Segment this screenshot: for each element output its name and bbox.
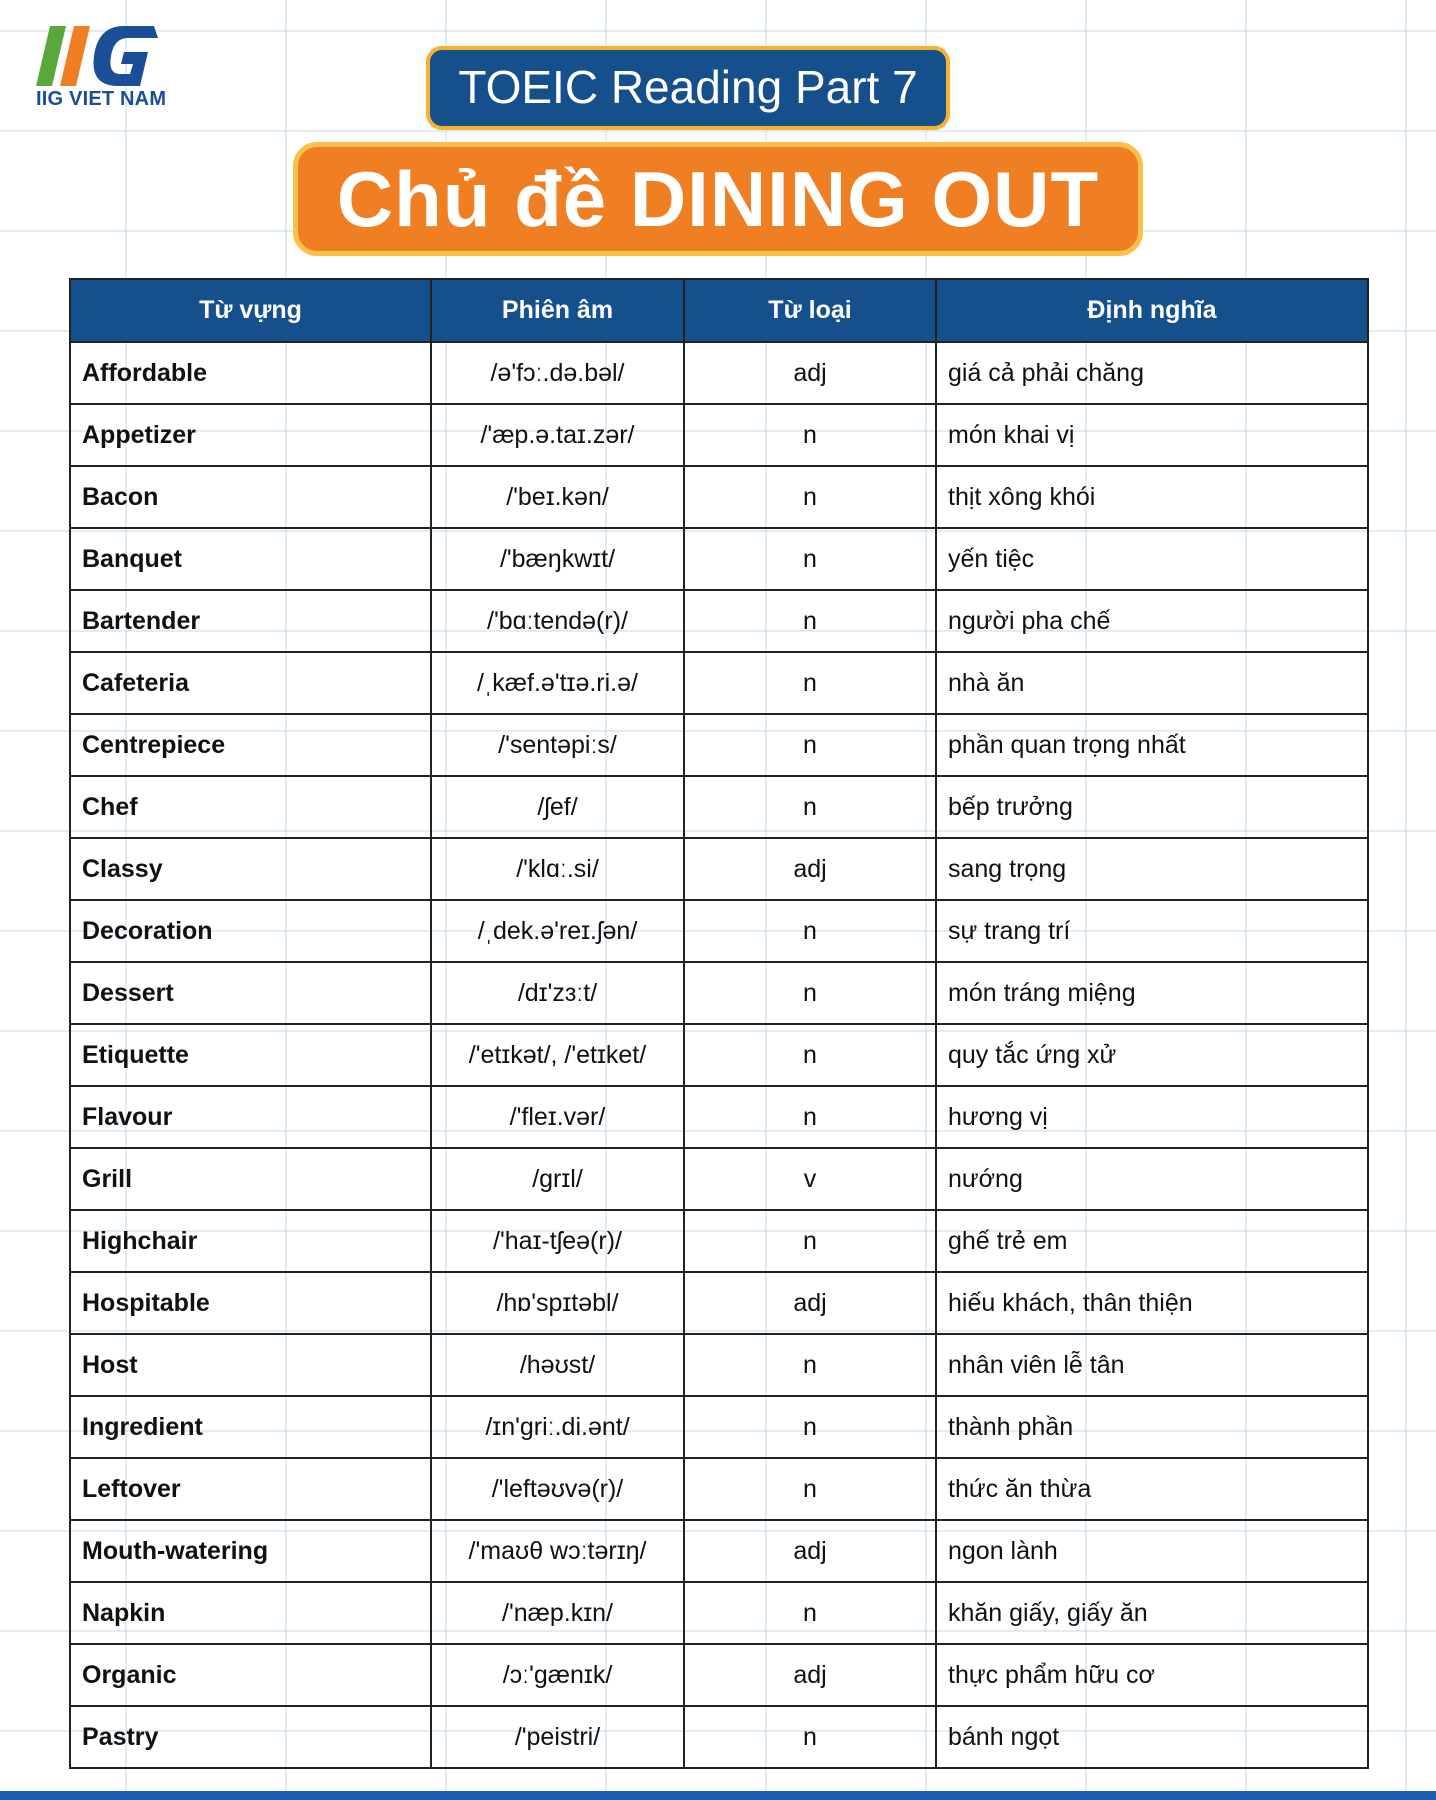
- table-row: [70, 838, 1368, 900]
- pos-cell: n: [684, 1582, 936, 1644]
- table-row: [70, 590, 1368, 652]
- pos-cell: n: [684, 1334, 936, 1396]
- ipa-cell: /'fleɪ.vər/: [431, 1086, 684, 1148]
- word-cell: Appetizer: [70, 404, 431, 466]
- pos-cell: n: [684, 1458, 936, 1520]
- word-cell: Dessert: [70, 962, 431, 1024]
- pos-cell: n: [684, 404, 936, 466]
- word-cell: Centrepiece: [70, 714, 431, 776]
- pos-cell: adj: [684, 1520, 936, 1582]
- word-cell: Leftover: [70, 1458, 431, 1520]
- definition-cell: thịt xông khói: [936, 466, 1368, 528]
- table-row: [70, 1334, 1368, 1396]
- ipa-cell: /'æp.ə.taɪ.zər/: [431, 404, 684, 466]
- pos-cell: n: [684, 528, 936, 590]
- pos-cell: n: [684, 900, 936, 962]
- ipa-cell: /'sentəpiːs/: [431, 714, 684, 776]
- logo: [36, 26, 186, 116]
- table-row: [70, 1458, 1368, 1520]
- table-row: [70, 528, 1368, 590]
- table-row: [70, 342, 1368, 404]
- ipa-cell: /dɪ'zɜːt/: [431, 962, 684, 1024]
- word-cell: Flavour: [70, 1086, 431, 1148]
- subtitle-badge: TOEIC Reading Part 7: [426, 46, 950, 130]
- ipa-cell: /ˌdek.ə'reɪ.ʃən/: [431, 900, 684, 962]
- table-row: [70, 900, 1368, 962]
- pos-cell: v: [684, 1148, 936, 1210]
- table-row: [70, 1148, 1368, 1210]
- pos-cell: n: [684, 962, 936, 1024]
- ipa-cell: /ə'fɔː.də.bəl/: [431, 342, 684, 404]
- word-cell: Napkin: [70, 1582, 431, 1644]
- ipa-cell: /'bæŋkwɪt/: [431, 528, 684, 590]
- column-header-word: Từ vựng: [70, 279, 431, 342]
- column-header-pos: Từ loại: [684, 279, 936, 342]
- definition-cell: quy tắc ứng xử: [936, 1024, 1368, 1086]
- table-row: [70, 1644, 1368, 1706]
- table-row: [70, 776, 1368, 838]
- definition-cell: ngon lành: [936, 1520, 1368, 1582]
- word-cell: Banquet: [70, 528, 431, 590]
- ipa-cell: /ɪn'griː.di.ənt/: [431, 1396, 684, 1458]
- definition-cell: thực phẩm hữu cơ: [936, 1644, 1368, 1706]
- word-cell: Pastry: [70, 1706, 431, 1768]
- table-header-row: [70, 279, 1368, 342]
- ipa-cell: /grɪl/: [431, 1148, 684, 1210]
- table-row: [70, 1086, 1368, 1148]
- pos-cell: adj: [684, 1644, 936, 1706]
- table-row: [70, 1396, 1368, 1458]
- table-row: [70, 652, 1368, 714]
- pos-cell: n: [684, 1024, 936, 1086]
- pos-cell: n: [684, 466, 936, 528]
- definition-cell: món tráng miệng: [936, 962, 1368, 1024]
- table-row: [70, 962, 1368, 1024]
- word-cell: Chef: [70, 776, 431, 838]
- ipa-cell: /'peistri/: [431, 1706, 684, 1768]
- word-cell: Cafeteria: [70, 652, 431, 714]
- word-cell: Bartender: [70, 590, 431, 652]
- ipa-cell: /'maʊθ wɔːtərɪŋ/: [431, 1520, 684, 1582]
- pos-cell: n: [684, 1210, 936, 1272]
- pos-cell: n: [684, 1396, 936, 1458]
- definition-cell: phần quan trọng nhất: [936, 714, 1368, 776]
- word-cell: Mouth-watering: [70, 1520, 431, 1582]
- column-header-ipa: Phiên âm: [431, 279, 684, 342]
- pos-cell: n: [684, 1086, 936, 1148]
- table-row: [70, 1520, 1368, 1582]
- word-cell: Decoration: [70, 900, 431, 962]
- table-row: [70, 1582, 1368, 1644]
- pos-cell: n: [684, 590, 936, 652]
- ipa-cell: /ʃef/: [431, 776, 684, 838]
- pos-cell: adj: [684, 1272, 936, 1334]
- definition-cell: khăn giấy, giấy ăn: [936, 1582, 1368, 1644]
- definition-cell: thành phần: [936, 1396, 1368, 1458]
- word-cell: Bacon: [70, 466, 431, 528]
- pos-cell: adj: [684, 838, 936, 900]
- ipa-cell: /hɒ'spɪtəbl/: [431, 1272, 684, 1334]
- iig-logo-icon: [36, 26, 166, 86]
- bottom-bar: [0, 1791, 1436, 1800]
- ipa-cell: /həʊst/: [431, 1334, 684, 1396]
- pos-cell: n: [684, 652, 936, 714]
- word-cell: Ingredient: [70, 1396, 431, 1458]
- pos-cell: n: [684, 714, 936, 776]
- ipa-cell: /'næp.kɪn/: [431, 1582, 684, 1644]
- table-row: [70, 1024, 1368, 1086]
- definition-cell: sang trọng: [936, 838, 1368, 900]
- definition-cell: bánh ngọt: [936, 1706, 1368, 1768]
- definition-cell: hương vị: [936, 1086, 1368, 1148]
- column-header-definition: Định nghĩa: [936, 279, 1368, 342]
- pos-cell: n: [684, 776, 936, 838]
- definition-cell: hiếu khách, thân thiện: [936, 1272, 1368, 1334]
- word-cell: Etiquette: [70, 1024, 431, 1086]
- definition-cell: ghế trẻ em: [936, 1210, 1368, 1272]
- table-row: [70, 1210, 1368, 1272]
- definition-cell: nướng: [936, 1148, 1368, 1210]
- table-row: [70, 404, 1368, 466]
- pos-cell: adj: [684, 342, 936, 404]
- page-title: Chủ đề DINING OUT: [293, 142, 1143, 256]
- definition-cell: giá cả phải chăng: [936, 342, 1368, 404]
- word-cell: Organic: [70, 1644, 431, 1706]
- table-row: [70, 1272, 1368, 1334]
- definition-cell: thức ăn thừa: [936, 1458, 1368, 1520]
- logo-text: IIG VIET NAM: [36, 88, 167, 110]
- definition-cell: nhân viên lễ tân: [936, 1334, 1368, 1396]
- definition-cell: món khai vị: [936, 404, 1368, 466]
- ipa-cell: /'leftəʊvə(r)/: [431, 1458, 684, 1520]
- definition-cell: yến tiệc: [936, 528, 1368, 590]
- ipa-cell: /'beɪ.kən/: [431, 466, 684, 528]
- word-cell: Host: [70, 1334, 431, 1396]
- ipa-cell: /'bɑːtendə(r)/: [431, 590, 684, 652]
- definition-cell: người pha chế: [936, 590, 1368, 652]
- ipa-cell: /'klɑː.si/: [431, 838, 684, 900]
- word-cell: Hospitable: [70, 1272, 431, 1334]
- vocabulary-table: [69, 278, 1369, 1769]
- definition-cell: sự trang trí: [936, 900, 1368, 962]
- definition-cell: nhà ăn: [936, 652, 1368, 714]
- word-cell: Affordable: [70, 342, 431, 404]
- ipa-cell: /ˌkæf.ə'tɪə.ri.ə/: [431, 652, 684, 714]
- ipa-cell: /'haɪ-tʃeə(r)/: [431, 1210, 684, 1272]
- ipa-cell: /'etɪkət/, /'etɪket/: [431, 1024, 684, 1086]
- word-cell: Classy: [70, 838, 431, 900]
- word-cell: Grill: [70, 1148, 431, 1210]
- pos-cell: n: [684, 1706, 936, 1768]
- definition-cell: bếp trưởng: [936, 776, 1368, 838]
- table-row: [70, 714, 1368, 776]
- table-row: [70, 466, 1368, 528]
- ipa-cell: /ɔː'gænɪk/: [431, 1644, 684, 1706]
- word-cell: Highchair: [70, 1210, 431, 1272]
- table-row: [70, 1706, 1368, 1768]
